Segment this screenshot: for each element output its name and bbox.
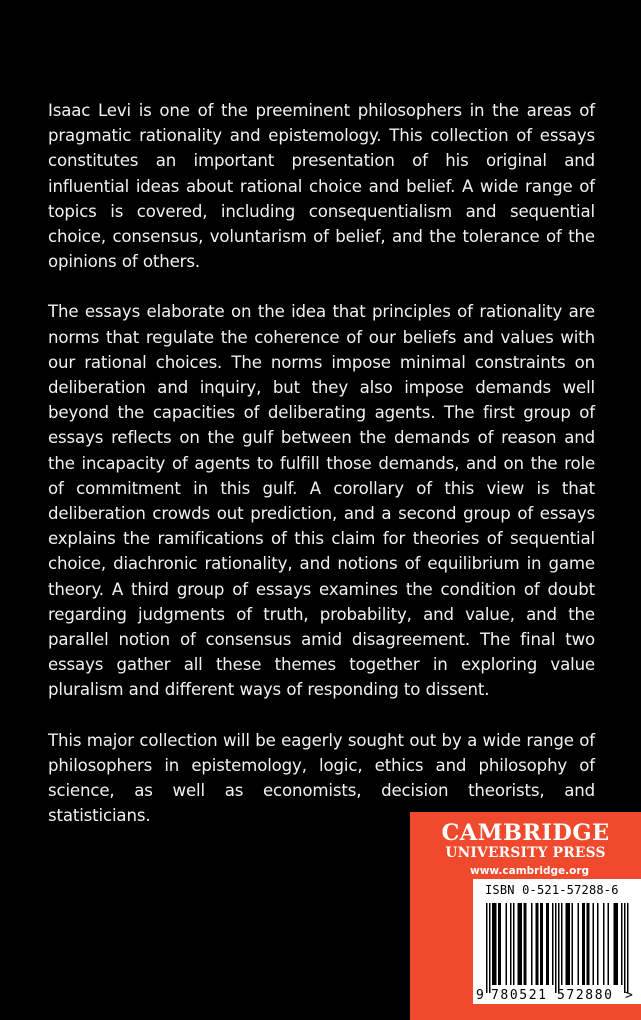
barcode-bar — [540, 903, 542, 985]
barcode-bar — [513, 903, 515, 985]
blurb-paragraph-3: This major collection will be eagerly sought out by a wide range of philosophers in epistemology, logic, ethics and philosophy of science, as well as economists, decision theorists, and statisticians. — [48, 730, 595, 826]
barcode-bar — [614, 903, 616, 985]
barcode-bar — [546, 903, 548, 985]
publisher-url: www.cambridge.org — [470, 865, 590, 877]
barcode-bar — [525, 903, 527, 985]
barcode-bars — [486, 903, 629, 993]
barcode-bar — [617, 903, 619, 985]
isbn-label: ISBN 0-521-57288-6 — [485, 883, 619, 897]
barcode-bar — [498, 903, 500, 985]
barcode-bar — [558, 903, 560, 993]
barcode-bar — [524, 903, 526, 985]
barcode-bar — [536, 903, 538, 985]
barcode-digits-right: 572880 — [557, 988, 614, 1003]
barcode-bar — [555, 903, 557, 993]
barcode-end-mark: > — [625, 988, 633, 1003]
barcode-bar — [566, 903, 568, 985]
barcode-digits-left: 780521 — [491, 988, 548, 1003]
publisher-subtitle: UNIVERSITY PRESS — [445, 845, 606, 861]
barcode-bar — [495, 903, 497, 985]
barcode-bar — [552, 903, 554, 985]
barcode-bar — [519, 903, 521, 985]
barcode-bar — [489, 903, 491, 993]
barcode-bar — [548, 903, 550, 985]
barcode-bar — [621, 903, 623, 985]
barcode-bar — [603, 903, 605, 985]
barcode-box — [473, 879, 641, 1004]
barcode-bar — [494, 903, 496, 985]
barcode-bar — [510, 903, 512, 985]
barcode-bar — [572, 903, 574, 985]
barcode-bar — [608, 903, 610, 985]
barcode-bar — [627, 903, 629, 993]
barcode-bar — [569, 903, 571, 985]
blurb-paragraph-1: Isaac Levi is one of the preeminent philosophers in the areas of pragmatic rationality and epistemology. This collection of essays constitutes an important presentation of his original and influential ideas about rational choice and belief. A wide range of topics is covered, including consequentialism and sequential choice, consensus, voluntarism of belief, and the tolerance of the opinions of others. — [48, 101, 595, 272]
back-cover-blurb — [48, 98, 595, 853]
barcode-bar — [531, 903, 533, 985]
barcode-bar — [561, 903, 563, 985]
barcode-bar — [537, 903, 539, 985]
barcode-bar — [500, 903, 502, 985]
barcode-bar — [584, 903, 586, 985]
barcode-bar — [542, 903, 544, 985]
barcode-bar — [582, 903, 584, 985]
barcode-bar — [588, 903, 590, 985]
barcode-bar — [518, 903, 520, 985]
publisher-name: CAMBRIDGE — [441, 820, 610, 846]
barcode-bar — [593, 903, 595, 985]
barcode-bar — [597, 903, 599, 985]
barcode-bar — [578, 903, 580, 985]
blurb-paragraph-2: The essays elaborate on the idea that principles of rationality are norms that regulate the coherence of our beliefs and values with our rational choices. The norms impose minimal constraints on deliberation and inquiry, but they also impose demands well beyond the capacities of deliberating agents. The first group of essays reflects on the gulf between the demands of reason and the incapacity of agents to fulfill those demands, and on the role of commitment in this gulf. A corollary of this view is that deliberation crowds out prediction, and a second group of essays explains the ramifications of this claim for theories of sequential choice, diachronic rationality, and notions of equilibrium in game theory. A third group of essays examines the condition of doubt regarding judgments of truth, probability, and value, and the parallel notion of consensus amid disagreement. The final two essays gather all these themes together in exploring value pluralism and different ways of responding to dissent. — [48, 302, 595, 700]
barcode-digit-lead: 9 — [476, 988, 484, 1003]
barcode-bar — [492, 903, 494, 985]
barcode-bar — [506, 903, 508, 985]
barcode-bar — [624, 903, 626, 993]
barcode-bar — [486, 903, 488, 993]
barcode-bar — [567, 903, 569, 985]
barcode-bar — [615, 903, 617, 985]
barcode-bar — [587, 903, 589, 985]
barcode-bar — [521, 903, 523, 985]
barcode-image — [473, 879, 641, 1004]
